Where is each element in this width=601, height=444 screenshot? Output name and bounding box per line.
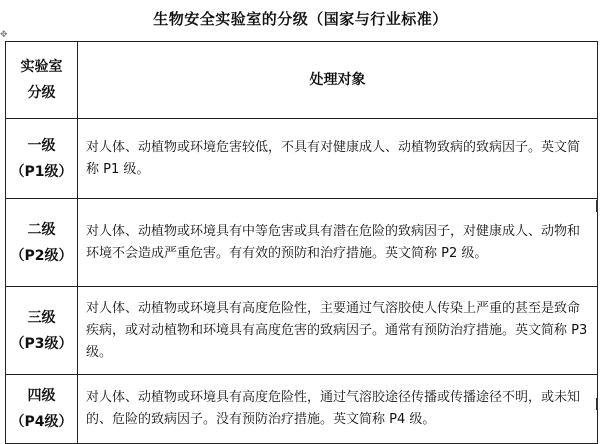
header-level-line1: 实验室: [20, 59, 63, 75]
table-header-row: [6, 42, 598, 119]
level-description: 对人体、动植物或环境危害较低，不具有对健康成人、动植物致病的致病因子。英文简称 P1 级。: [78, 119, 598, 199]
table-row: [6, 199, 598, 287]
level-name: 三级: [27, 309, 56, 326]
table-row: [6, 375, 598, 444]
table-row: [6, 287, 598, 375]
header-target-cell: 处理对象: [78, 42, 598, 119]
level-code: （P1级）: [10, 163, 73, 180]
table-row: [6, 119, 598, 199]
table-move-handle-icon[interactable]: ✥: [0, 30, 8, 40]
level-name: 二级: [27, 221, 56, 238]
text-cursor-mark: [596, 200, 598, 212]
table-title: 生物安全实验室的分级（国家与行业标准）: [153, 10, 448, 28]
level-code: （P2级）: [10, 247, 73, 264]
level-code: （P4级）: [10, 414, 73, 430]
level-cell: [6, 375, 78, 444]
level-cell: [6, 287, 78, 375]
level-cell: [6, 119, 78, 199]
level-name: 一级: [27, 137, 56, 154]
text-cursor-mark: [596, 398, 598, 410]
level-description: 对人体、动植物或环境具有中等危害或具有潜在危险的致病因子，对健康成人、动物和环境不会造成严重危害。有有效的预防和治疗措施。英文简称 P2 级。: [78, 199, 598, 287]
biosafety-level-table: [5, 41, 598, 444]
level-description: 对人体、动植物或环境具有高度危险性，主要通过气溶胶使人传染上严重的甚至是致命疾病，或对动植物和环境具有高度危害的致病因子。通常有预防治疗措施。英文简称 P3 级。: [78, 287, 598, 375]
level-cell: [6, 199, 78, 287]
header-level-line2: 分级: [27, 85, 56, 101]
level-code: （P3级）: [10, 335, 73, 352]
level-name: 四级: [27, 388, 56, 404]
level-description: 对人体、动植物或环境具有高度危险性，通过气溶胶途径传播或传播途径不明，或未知的、危险的致病因子。没有预防治疗措施。英文简称 P4 级。: [78, 375, 598, 444]
header-level-cell: [6, 42, 78, 119]
